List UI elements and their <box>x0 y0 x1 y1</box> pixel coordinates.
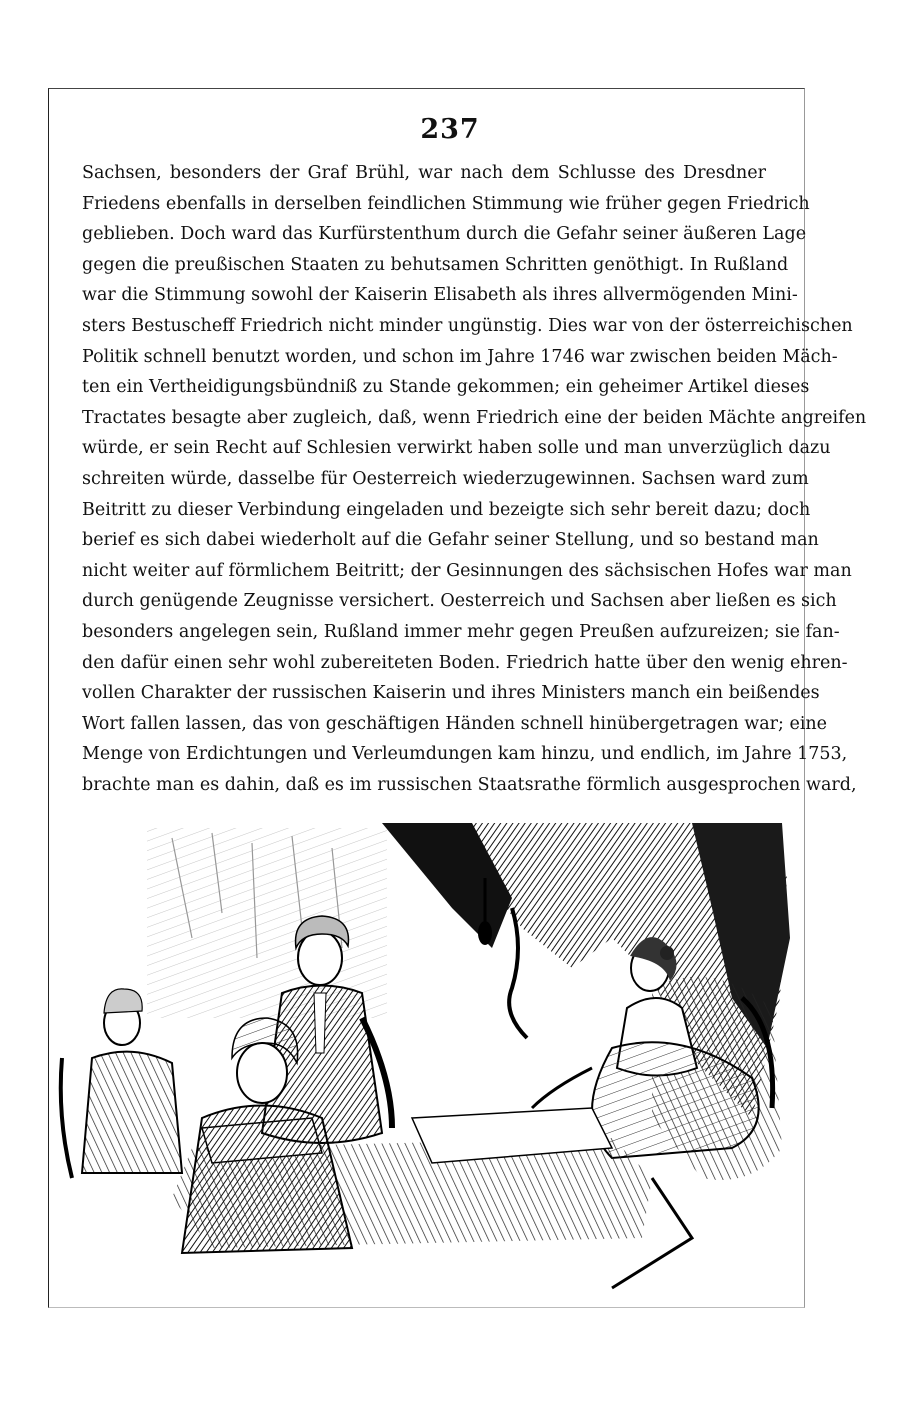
text-line: sters Bestuscheff Friedrich nicht minder ungünstig. Dies war von der österreichischen <box>82 315 853 336</box>
text-line: berief es sich dabei wiederholt auf die Gefahr seiner Stellung, und so bestand man <box>82 530 819 551</box>
text-line: Sachsen, besonders der Graf Brühl, war nach dem Schlusse des Dresdner <box>82 163 766 183</box>
text-line: Politik schnell benutzt worden, und schon im Jahre 1746 war zwischen beiden Mäch- <box>82 346 838 367</box>
text-line: den dafür einen sehr wohl zubereiteten Boden. Friedrich hatte über den wenig ehren- <box>82 652 848 673</box>
text-line: schreiten würde, dasselbe für Oesterreich wiederzugewinnen. Sachsen ward zum <box>82 468 809 489</box>
text-line: ten ein Vertheidigungsbündniß zu Stande gekommen; ein geheimer Artikel dieses <box>82 377 810 398</box>
engraving-illustration <box>52 818 797 1296</box>
body-text <box>82 158 867 800</box>
text-line: nicht weiter auf förmlichem Beitritt; der Gesinnungen des sächsischen Hofes war man <box>82 560 852 581</box>
text-line: brachte man es dahin, daß es im russischen Staatsrathe förmlich ausgesprochen ward, <box>82 774 857 795</box>
text-line: Friedens ebenfalls in derselben feindlichen Stimmung wie früher gegen Friedrich <box>82 193 810 214</box>
text-line: würde, er sein Recht auf Schlesien verwirkt haben solle und man unverzüglich dazu <box>82 438 831 459</box>
text-line: gegen die preußischen Staaten zu behutsamen Schritten genöthigt. In Rußland <box>82 254 789 275</box>
text-line: durch genügende Zeugnisse versichert. Oesterreich und Sachsen aber ließen es sich <box>82 591 837 612</box>
text-line: Wort fallen lassen, das von geschäftigen Händen schnell hinübergetragen war; eine <box>82 713 828 734</box>
text-line: war die Stimmung sowohl der Kaiserin Elisabeth als ihres allvermögenden Mini- <box>82 285 798 306</box>
text-line: Tractates besagte aber zugleich, daß, wenn Friedrich eine der beiden Mächte angreifen <box>82 407 867 428</box>
text-line: Beitritt zu dieser Verbindung eingeladen und bezeigte sich sehr bereit dazu; doch <box>82 499 811 520</box>
text-line: Menge von Erdichtungen und Verleumdungen kam hinzu, und endlich, im Jahre 1753, <box>82 744 848 765</box>
text-line: geblieben. Doch ward das Kurfürstenthum durch die Gefahr seiner äußeren Lage <box>82 224 807 245</box>
text-line: besonders angelegen sein, Rußland immer mehr gegen Preußen aufzureizen; sie fan- <box>82 621 840 642</box>
text-line: vollen Charakter der russischen Kaiserin und ihres Ministers manch ein beißendes <box>82 683 820 704</box>
page-number: 237 <box>420 114 480 145</box>
